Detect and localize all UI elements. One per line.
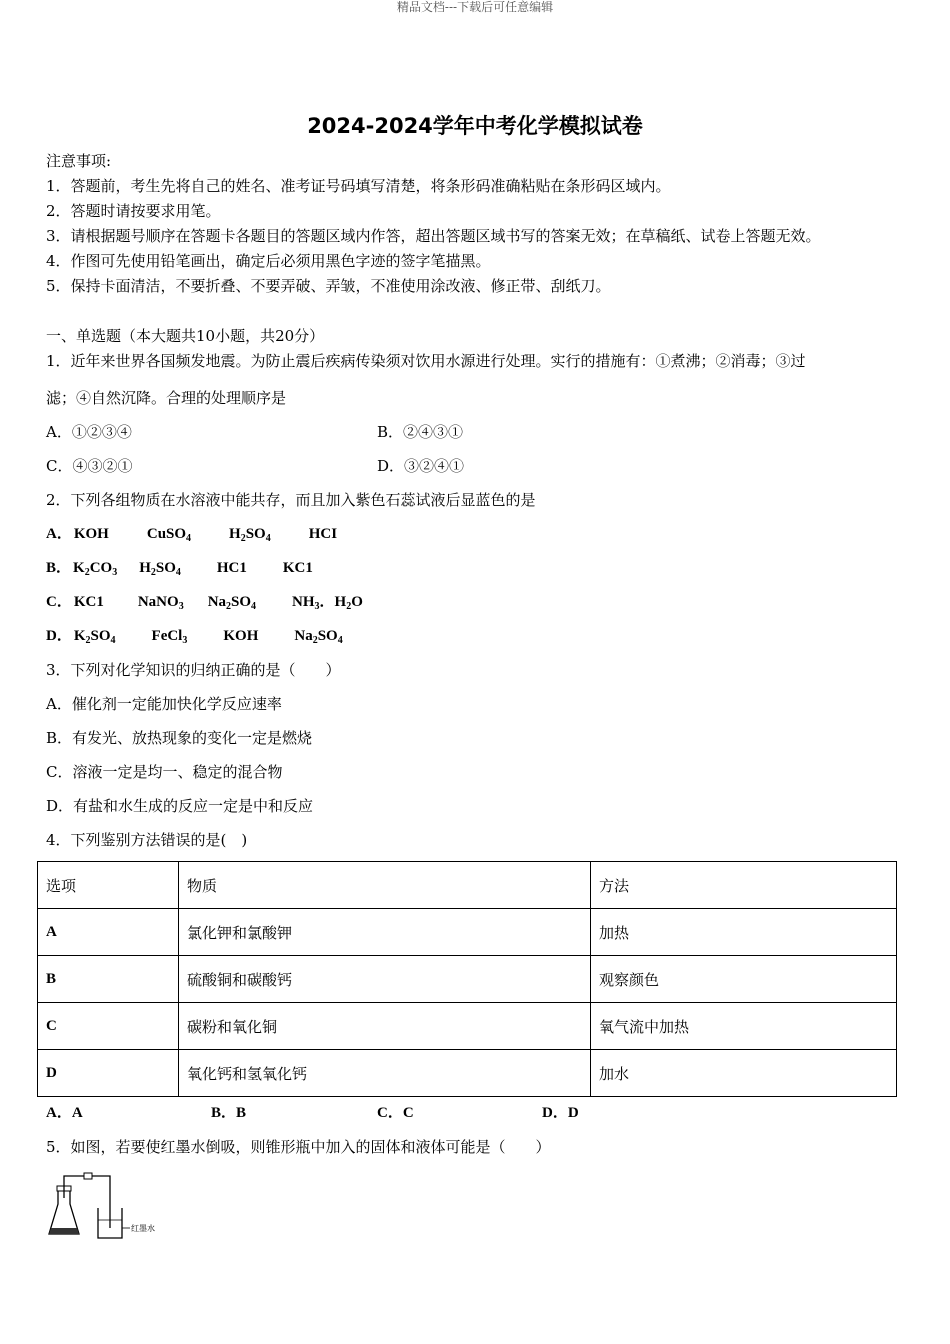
q2-option-b: B． $K_2CO_3$ $H_2SO_4$ HC1 KC1	[46, 560, 313, 578]
flask-contents	[49, 1228, 79, 1234]
table-cell: 硫酸铜和碳酸钙	[179, 956, 591, 1003]
table-cell: 加水	[591, 1050, 897, 1097]
page-title: 2024-2024学年中考化学模拟试卷	[307, 114, 643, 138]
section-heading: 一、单选题（本大题共10小题，共20分）	[46, 327, 325, 345]
q4-option-d: D．D	[542, 1105, 579, 1121]
q1-option-b: B．②④③①	[377, 423, 464, 441]
q3-option-c: C．溶液一定是均一、稳定的混合物	[46, 763, 283, 781]
q3-option-b: B．有发光、放热现象的变化一定是燃烧	[46, 729, 313, 747]
table-row	[38, 909, 897, 956]
table-cell: 加热	[591, 909, 897, 956]
table-cell: 观察颜色	[591, 956, 897, 1003]
table-cell: D	[38, 1050, 179, 1097]
q4-option-b: B．B	[211, 1105, 247, 1121]
table-cell: 碳粉和氧化铜	[179, 1003, 591, 1050]
q3-stem: 3．下列对化学知识的归纳正确的是（ ）	[46, 661, 341, 679]
q2-option-d: D． $K_2SO_4$ FeCl$_3$ KOH $Na_2SO_4$	[46, 628, 343, 646]
table-header-cell: 方法	[591, 862, 897, 909]
table-cell: 氧化钙和氢氧化钙	[179, 1050, 591, 1097]
q2-option-c: C． KC1 NaNO$_3$ $Na_2SO_4$ $NH_3$．$H_2O$	[46, 594, 363, 612]
q5-stem: 5．如图，若要使红墨水倒吸，则锥形瓶中加入的固体和液体可能是（ ）	[46, 1138, 551, 1156]
q2-stem: 2．下列各组物质在水溶液中能共存，而且加入紫色石蕊试液后显蓝色的是	[46, 491, 536, 509]
table-row	[38, 1050, 897, 1097]
table-header-row	[38, 862, 897, 909]
table-header-cell: 物质	[179, 862, 591, 909]
table-cell: C	[38, 1003, 179, 1050]
table-cell: 氧气流中加热	[591, 1003, 897, 1050]
q1-stem-line2: 滤；④自然沉降。合理的处理顺序是	[46, 389, 287, 407]
apparatus-figure	[46, 1168, 156, 1242]
q4-option-c: C．C	[377, 1105, 414, 1121]
q1-stem-line1: 1．近年来世界各国频发地震。为防止震后疾病传染须对饮用水源进行处理。实行的措施有：①煮沸；②消毒；③过	[46, 352, 806, 370]
notice-heading: 注意事项:	[46, 152, 112, 170]
q1-option-a: A．①②③④	[46, 423, 132, 441]
q3-option-d: D．有盐和水生成的反应一定是中和反应	[46, 797, 314, 815]
q4-option-a: A．A	[46, 1105, 83, 1121]
q4-stem: 4．下列鉴别方法错误的是( )	[46, 831, 248, 849]
notice-item-2: 2．答题时请按要求用笔。	[46, 202, 221, 220]
table-header-cell: 选项	[38, 862, 179, 909]
table-row	[38, 1003, 897, 1050]
q1-option-d: D．③②④①	[377, 457, 465, 475]
notice-item-5: 5．保持卡面清洁，不要折叠、不要弄破、弄皱，不准使用涂改液、修正带、刮纸刀。	[46, 277, 611, 295]
table-cell: 氯化钾和氯酸钾	[179, 909, 591, 956]
header-note: 精品文档---下载后可任意编辑	[396, 0, 554, 14]
q3-option-a: A．催化剂一定能加快化学反应速率	[46, 695, 282, 713]
q2-option-a: A． KOH CuSO$_4$ $H_2SO_4$ HCI	[46, 526, 338, 544]
figure-label: 红墨水	[131, 1224, 155, 1233]
q1-option-c: C．④③②①	[46, 457, 133, 475]
table-cell: B	[38, 956, 179, 1003]
table-cell: A	[38, 909, 179, 956]
table-row	[38, 956, 897, 1003]
notice-item-1: 1．答题前，考生先将自己的姓名、准考证号码填写清楚，将条形码准确粘贴在条形码区域内。	[46, 177, 671, 195]
notice-item-4: 4．作图可先使用铅笔画出，确定后必须用黑色字迹的签字笔描黑。	[46, 252, 491, 270]
q4-table	[37, 861, 897, 1097]
notice-item-3: 3．请根据题号顺序在答题卡各题目的答题区域内作答，超出答题区域书写的答案无效；在草稿纸、试卷上答题无效。	[46, 227, 821, 245]
